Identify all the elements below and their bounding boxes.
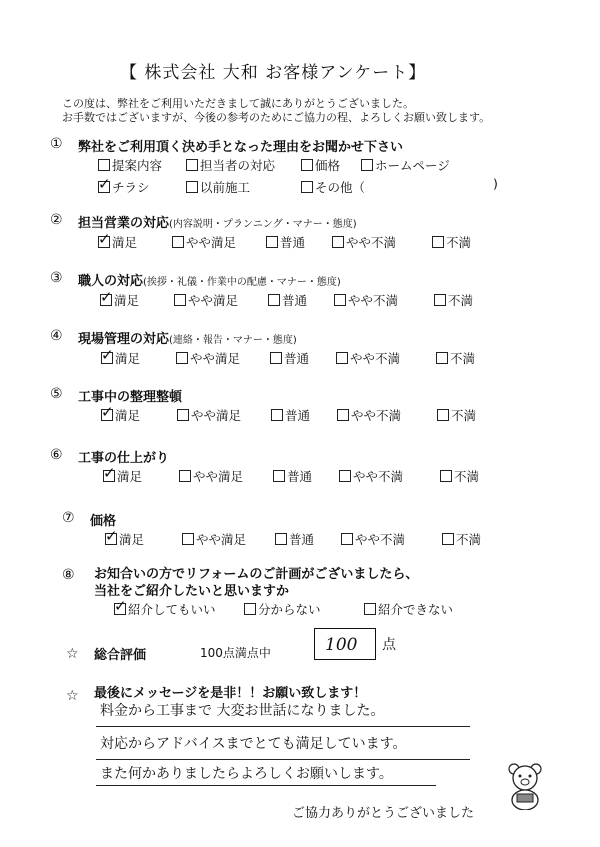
message-line-2: 対応からアドバイスまでとても満足しています。 xyxy=(100,736,407,752)
checkbox[interactable] xyxy=(301,159,313,171)
q2-satisfied[interactable]: ✓満足 xyxy=(98,233,137,251)
q2-somewhat-satisfied[interactable]: やや満足 xyxy=(172,233,236,251)
q5-neutral[interactable]: 普通 xyxy=(271,406,310,424)
q2-dissatisfied[interactable]: 不満 xyxy=(432,233,471,251)
question-1-text: 弊社をご利用頂く決め手となった理由をお聞かせ下さい xyxy=(78,140,404,155)
star-icon: ☆ xyxy=(66,688,79,704)
checkbox[interactable] xyxy=(270,352,282,364)
message-label: 最後にメッセージを是非！！お願い致します！ xyxy=(94,686,367,701)
checkbox[interactable] xyxy=(442,533,454,545)
checkbox[interactable] xyxy=(341,533,353,545)
question-number-8: ⑧ xyxy=(62,567,75,583)
checkbox-checked[interactable] xyxy=(100,294,112,306)
q3-somewhat-satisfied[interactable]: やや満足 xyxy=(174,291,238,309)
question-4-note: (連絡・報告・マナー・態度) xyxy=(169,335,297,346)
q4-dissatisfied[interactable]: 不満 xyxy=(436,349,475,367)
score-field[interactable] xyxy=(314,628,376,660)
q8-would-introduce[interactable]: ✓紹介してもいい xyxy=(114,600,216,618)
message-line-1: 料金から工事まで 大変お世話になりました。 xyxy=(100,703,385,719)
question-number-3: ③ xyxy=(50,270,63,286)
star-icon: ☆ xyxy=(66,646,79,662)
q1-option-other[interactable]: その他（ xyxy=(301,178,365,196)
q1-option-previous[interactable]: 以前施工 xyxy=(186,178,250,196)
checkbox-checked[interactable] xyxy=(101,409,113,421)
checkbox[interactable] xyxy=(244,603,256,615)
message-line-3: また何かありましたらよろしくお願いします。 xyxy=(100,766,393,782)
q1-option-price[interactable]: 価格 xyxy=(301,156,340,174)
q1-option-staff[interactable]: 担当者の対応 xyxy=(186,156,275,174)
q6-satisfied[interactable]: ✓満足 xyxy=(103,467,142,485)
q6-dissatisfied[interactable]: 不満 xyxy=(440,467,479,485)
q3-dissatisfied[interactable]: 不満 xyxy=(434,291,473,309)
question-number-5: ⑤ xyxy=(50,386,63,402)
q7-satisfied[interactable]: ✓満足 xyxy=(105,530,144,548)
q5-satisfied[interactable]: ✓満足 xyxy=(101,406,140,424)
checkbox-checked[interactable] xyxy=(114,603,126,615)
checkbox-checked[interactable] xyxy=(98,236,110,248)
q7-neutral[interactable]: 普通 xyxy=(275,530,314,548)
q7-somewhat-satisfied[interactable]: やや満足 xyxy=(182,530,246,548)
checkbox[interactable] xyxy=(337,409,349,421)
checkbox[interactable] xyxy=(437,409,449,421)
score-unit: 点 xyxy=(382,637,396,653)
q5-dissatisfied[interactable]: 不満 xyxy=(437,406,476,424)
q1-other-close-paren: ) xyxy=(493,176,498,191)
checkbox[interactable] xyxy=(301,181,313,193)
bear-mascot-icon xyxy=(505,762,545,810)
checkbox[interactable] xyxy=(436,352,448,364)
checkbox-checked[interactable] xyxy=(103,470,115,482)
checkbox[interactable] xyxy=(172,236,184,248)
checkbox[interactable] xyxy=(432,236,444,248)
checkbox[interactable] xyxy=(361,159,373,171)
intro-line-1: この度は、弊社をご利用いただきまして誠にありがとうございました。 xyxy=(62,97,414,110)
question-5-text: 工事中の整理整頓 xyxy=(78,390,183,405)
checkbox[interactable] xyxy=(273,470,285,482)
q8-cannot-introduce[interactable]: 紹介できない xyxy=(364,600,453,618)
checkbox-checked[interactable] xyxy=(98,181,110,193)
question-8-text-line-2: 当社をご紹介したいと思いますか xyxy=(94,584,290,599)
q7-dissatisfied[interactable]: 不満 xyxy=(442,530,481,548)
question-number-1: ① xyxy=(50,136,63,152)
q1-option-proposal[interactable]: 提案内容 xyxy=(98,156,162,174)
q2-somewhat-dissatisfied[interactable]: やや不満 xyxy=(332,233,396,251)
q3-satisfied[interactable]: ✓満足 xyxy=(100,291,139,309)
checkbox[interactable] xyxy=(186,159,198,171)
checkbox[interactable] xyxy=(332,236,344,248)
q1-option-flyer[interactable]: ✓チラシ xyxy=(98,178,150,196)
score-value: 100 xyxy=(325,635,358,655)
checkbox[interactable] xyxy=(440,470,452,482)
checkbox[interactable] xyxy=(179,470,191,482)
q5-somewhat-dissatisfied[interactable]: やや不満 xyxy=(337,406,401,424)
q4-satisfied[interactable]: ✓満足 xyxy=(101,349,140,367)
checkbox-checked[interactable] xyxy=(101,352,113,364)
checkbox[interactable] xyxy=(182,533,194,545)
question-3-note: (挨拶・礼儀・作業中の配慮・マナー・態度) xyxy=(143,277,341,288)
checkbox[interactable] xyxy=(434,294,446,306)
checkbox[interactable] xyxy=(98,159,110,171)
q6-somewhat-dissatisfied[interactable]: やや不満 xyxy=(339,467,403,485)
question-6-text: 工事の仕上がり xyxy=(78,451,170,466)
checkbox-checked[interactable] xyxy=(105,533,117,545)
checkbox[interactable] xyxy=(174,294,186,306)
checkbox[interactable] xyxy=(268,294,280,306)
question-7-text: 価格 xyxy=(90,514,117,529)
checkbox[interactable] xyxy=(334,294,346,306)
question-4-text: 現場管理の対応(連絡・報告・マナー・態度) xyxy=(78,332,297,347)
checkbox[interactable] xyxy=(271,409,283,421)
q2-neutral[interactable]: 普通 xyxy=(266,233,305,251)
question-number-2: ② xyxy=(50,212,63,228)
q7-somewhat-dissatisfied[interactable]: やや不満 xyxy=(341,530,405,548)
checkbox[interactable] xyxy=(339,470,351,482)
question-2-text: 担当営業の対応(内容説明・プランニング・マナー・態度) xyxy=(78,216,357,231)
checkbox[interactable] xyxy=(176,352,188,364)
total-rating-scale: 100点満点中 xyxy=(200,646,271,660)
page-title: 【 株式会社 大和 お客様アンケート】 xyxy=(120,63,427,83)
message-underline-1 xyxy=(96,726,470,727)
question-number-6: ⑥ xyxy=(50,447,63,463)
question-8-text: お知合いの方でリフォームのご計画がございましたら、 xyxy=(94,567,419,582)
checkbox[interactable] xyxy=(336,352,348,364)
question-number-7: ⑦ xyxy=(62,510,75,526)
intro-line-2: お手数ではございますが、今後の参考のためにご協力の程、よろしくお願い致します。 xyxy=(62,111,491,124)
total-rating-label: 総合評価 xyxy=(94,648,147,663)
q3-neutral[interactable]: 普通 xyxy=(268,291,307,309)
q6-somewhat-satisfied[interactable]: やや満足 xyxy=(179,467,243,485)
checkbox[interactable] xyxy=(177,409,189,421)
message-underline-2 xyxy=(96,759,470,760)
question-3-text: 職人の対応(挨拶・礼儀・作業中の配慮・マナー・態度) xyxy=(78,274,341,289)
checkbox[interactable] xyxy=(186,181,198,193)
checkbox[interactable] xyxy=(266,236,278,248)
question-2-note: (内容説明・プランニング・マナー・態度) xyxy=(169,219,357,230)
question-number-4: ④ xyxy=(50,328,63,344)
q5-somewhat-satisfied[interactable]: やや満足 xyxy=(177,406,241,424)
q4-neutral[interactable]: 普通 xyxy=(270,349,309,367)
checkbox[interactable] xyxy=(364,603,376,615)
q8-not-sure[interactable]: 分からない xyxy=(244,600,321,618)
q3-somewhat-dissatisfied[interactable]: やや不満 xyxy=(334,291,398,309)
q6-neutral[interactable]: 普通 xyxy=(273,467,312,485)
checkbox[interactable] xyxy=(275,533,287,545)
q1-option-homepage[interactable]: ホームページ xyxy=(361,156,450,174)
q4-somewhat-dissatisfied[interactable]: やや不満 xyxy=(336,349,400,367)
message-underline-3 xyxy=(96,785,436,786)
thanks-text: ご協力ありがとうございました xyxy=(292,806,475,821)
q4-somewhat-satisfied[interactable]: やや満足 xyxy=(176,349,240,367)
